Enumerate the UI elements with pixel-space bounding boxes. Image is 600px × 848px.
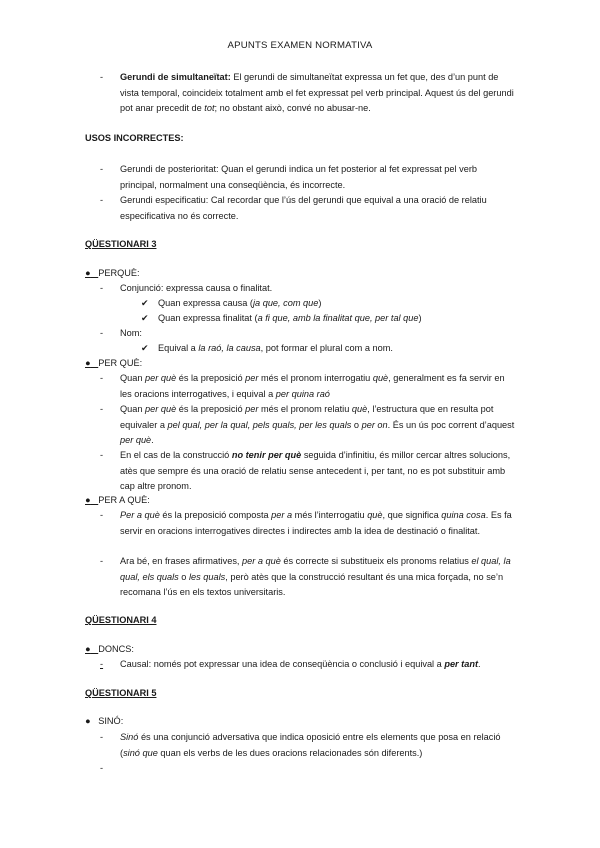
- dash-icon: -: [100, 556, 104, 566]
- gerundi-simultaneitat-text: Gerundi de simultaneïtat: El gerundi de simultaneïtat expressa un fet que, des d’un punt de vista temporal, coincideix totalment amb el fet expressat pel verb principal. Aquest ús del gerundi pot anar precedit de tot; no obstant això, convé no abusar-ne.: [120, 72, 514, 113]
- dash-icon: -: [100, 732, 104, 742]
- per-que-relatiu-item: [0, 402, 600, 449]
- perque-finalitat-item: [0, 311, 600, 327]
- sino-definicio-item: [0, 730, 600, 761]
- doncs-heading: [85, 642, 600, 658]
- bullet-icon: ●: [85, 268, 91, 278]
- perque-equival-text: Equival a la raó, la causa, pot formar el plural com a nom.: [158, 343, 393, 353]
- per-que-label: PER QUÈ:: [98, 358, 143, 368]
- usos-incorrectes-heading: USOS INCORRECTES:: [85, 133, 184, 143]
- dash-icon: -: [100, 195, 104, 205]
- perque-conjuncio-item: [0, 281, 600, 297]
- usos-incorrectes-text: Gerundi de posterioritat: Quan el gerundi indica un fet posterior al fet expressat pel verb principal, normalment una conseqüència, és incorrecte.: [120, 164, 477, 190]
- bullet-icon: ●: [85, 358, 91, 368]
- questionari-4-heading: QÜESTIONARI 4: [85, 615, 157, 625]
- sino-label: SINÓ:: [98, 716, 124, 726]
- sino-definicio-text: Sinó és una conjunció adversativa que indica oposició entre els elements que posa en relació (sinó que quan els verbs de les dues oracions relacionades són diferents.): [120, 732, 501, 758]
- bullet-icon: ●: [85, 495, 91, 505]
- dash-icon: -: [100, 510, 104, 520]
- perque-causa-text: Quan expressa causa (ja que, com que): [158, 298, 322, 308]
- doncs-causal-item: [0, 657, 600, 673]
- usos-incorrectes-item: [0, 193, 600, 224]
- per-a-que-afirmatives-item: [0, 554, 600, 601]
- dash-icon: -: [100, 164, 104, 174]
- dash-icon: -: [100, 283, 104, 293]
- questionari-5-heading: QÜESTIONARI 5: [85, 688, 157, 698]
- usos-incorrectes-text: Gerundi especificatiu: Cal recordar que l’ús del gerundi que equival a una oració de relatiu especificativa no és correcte.: [120, 195, 487, 221]
- per-a-que-afirmatives-text: Ara bé, en frases afirmatives, per a què és correcte si substitueix els pronoms relatius el qual, la qual, els quals o les quals, però atès que la construcció resultant és una mica forçada, no se’n recomana l’ús en els textos universitaris.: [120, 556, 511, 597]
- doncs-causal-text: Causal: només pot expressar una idea de conseqüència o conclusió i equival a per tant.: [120, 659, 481, 669]
- per-que-no-tenir-text: En el cas de la construcció no tenir per què seguida d’infinitiu, és millor cercar altres solucions, atès que sempre és una oració de relatiu sense antecedent i, per tant, no es pot substituir amb cap altre pronom.: [120, 450, 511, 491]
- doncs-label: DONCS:: [98, 644, 134, 654]
- perque-label: PERQUÈ:: [98, 268, 140, 278]
- perque-nom-text: Nom:: [120, 328, 142, 338]
- per-que-heading: [85, 356, 600, 372]
- gerundi-simultaneitat-item: [0, 70, 600, 117]
- perque-causa-item: [0, 296, 600, 312]
- dash-icon: -: [100, 404, 104, 414]
- perque-equival-item: [0, 341, 600, 357]
- perque-conjuncio-text: Conjunció: expressa causa o finalitat.: [120, 283, 273, 293]
- check-icon: ✔: [141, 313, 149, 323]
- gerundi-simultaneitat-label: Gerundi de simultaneïtat:: [120, 72, 231, 82]
- page-title: APUNTS EXAMEN NORMATIVA: [227, 40, 373, 51]
- sino-heading: [85, 714, 600, 730]
- questionari-3-heading: QÜESTIONARI 3: [85, 239, 157, 249]
- per-a-que-interrogatiu-text: Per a què és la preposició composta per a més l’interrogatiu què, que significa quina cosa. Es fa servir en oracions interrogatives directes i indirectes amb la idea de destinació o finalitat.: [120, 510, 512, 536]
- check-icon: ✔: [141, 298, 149, 308]
- perque-finalitat-text: Quan expressa finalitat (a fi que, amb la finalitat que, per tal que): [158, 313, 422, 323]
- perque-heading: [85, 266, 600, 282]
- usos-incorrectes-item: [0, 162, 600, 193]
- per-que-no-tenir-item: [0, 448, 600, 495]
- per-que-interrogatiu-item: [0, 371, 600, 402]
- dash-icon: -: [100, 328, 104, 338]
- dash-icon: -: [100, 763, 104, 773]
- dash-icon: -: [100, 373, 104, 383]
- bullet-icon: ●: [85, 644, 91, 654]
- dash-icon: -: [100, 659, 104, 669]
- dash-icon: -: [100, 72, 104, 82]
- per-a-que-heading: [85, 493, 600, 509]
- perque-nom-item: [0, 326, 600, 342]
- per-que-relatiu-text: Quan per què és la preposició per més el pronom relatiu què, l’estructura que en resulta pot equivaler a pel qual, per la qual, pels quals, per les quals o per on. És un ús poc corrent d’aquest per què.: [120, 404, 515, 445]
- per-a-que-interrogatiu-item: [0, 508, 600, 539]
- dash-icon: -: [100, 450, 104, 460]
- bullet-icon: ●: [85, 716, 91, 726]
- per-a-que-label: PER A QUÈ:: [98, 495, 150, 505]
- check-icon: ✔: [141, 343, 149, 353]
- per-que-interrogatiu-text: Quan per què és la preposició per més el pronom interrogatiu què, generalment es fa servir en les oracions interrogatives, i equival a per quina raó: [120, 373, 505, 399]
